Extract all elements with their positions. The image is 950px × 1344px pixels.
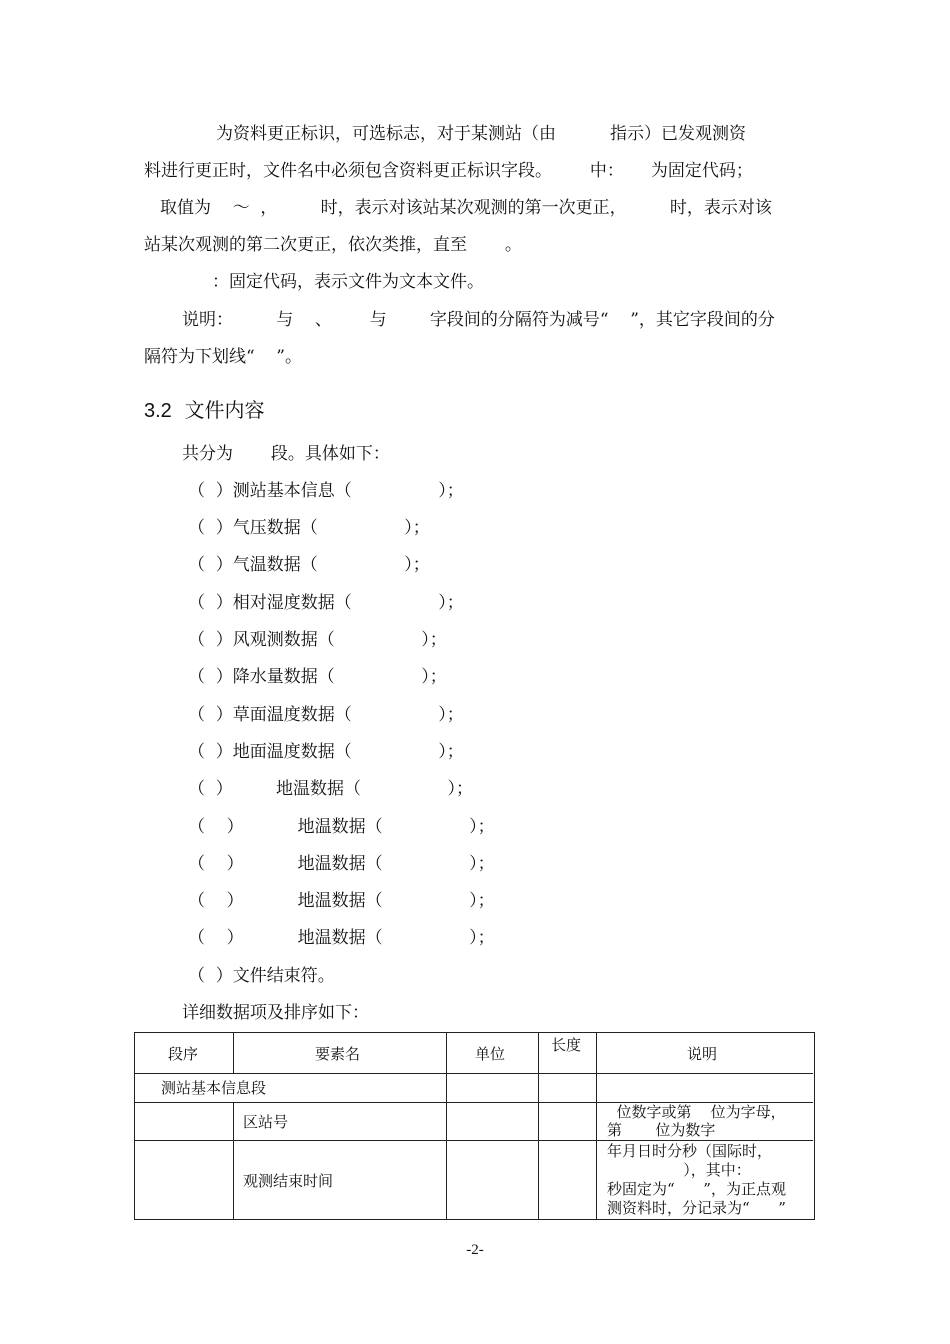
table-cell-element: 区站号: [243, 1113, 289, 1131]
table-rule: [233, 1033, 234, 1073]
segment-item: （ ）文件结束符。: [188, 966, 335, 986]
table-cell-desc: 第 位为数字: [607, 1121, 716, 1139]
section-title: 文件内容: [184, 398, 265, 422]
table-rule: [135, 1140, 813, 1141]
intro-line-2: 料进行更正时，文件名中必须包含资料更正标识字段。 中： 为固定代码；: [144, 161, 753, 181]
section-heading: [144, 394, 265, 423]
table-cell-element: 观测结束时间: [243, 1172, 334, 1190]
table-header-cell: 段序: [168, 1045, 199, 1063]
data-items-table: [134, 1032, 815, 1220]
segment-item: （ ）草面温度数据（ ）；: [188, 705, 464, 725]
segment-item: （ ）风观测数据（ ）；: [188, 630, 447, 650]
segment-item: （ ）地面温度数据（ ）；: [188, 742, 464, 762]
table-header-cell: 要素名: [315, 1045, 361, 1063]
table-rule: [596, 1033, 597, 1219]
table-cell-desc: 年月日时分秒（国际时，: [607, 1142, 773, 1160]
intro-line-4: 站某次观测的第二次更正，依次类推，直至 。: [144, 235, 522, 255]
intro-line-1: 为资料更正标识，可选标志，对于某测站（由 指示）已发观测资: [216, 124, 747, 144]
intro-line-7: 隔符为下划线“ ”。: [144, 347, 302, 367]
segment-item: （ ）气压数据（ ）；: [188, 518, 430, 538]
table-rule: [446, 1033, 447, 1219]
intro-line-6: 说明： 与 、 与 字段间的分隔符为减号“ ”，其它字段间的分: [182, 310, 775, 330]
table-header-cell: 单位: [475, 1045, 506, 1063]
page-number: -2-: [466, 1242, 484, 1258]
section-number: 3.2: [144, 400, 172, 422]
content-intro: 共分为 段。具体如下：: [182, 444, 390, 464]
table-group-label: 测站基本信息段: [161, 1079, 267, 1097]
segment-item: （ ） 地温数据（ ）；: [188, 817, 495, 837]
table-cell-desc: 位数字或第 位为字母，: [607, 1103, 786, 1121]
segment-item: （ ） 地温数据（ ）；: [188, 779, 473, 799]
table-rule: [538, 1033, 539, 1219]
table-rule: [135, 1073, 813, 1074]
table-cell-desc: 秒固定为“ ”，为正点观: [607, 1180, 786, 1198]
intro-line-5: ：固定代码，表示文件为文本文件。: [212, 272, 484, 292]
segment-item: （ ） 地温数据（ ）；: [188, 854, 495, 874]
table-header-cell: 长度: [551, 1036, 582, 1054]
segment-item: （ ） 地温数据（ ）；: [188, 928, 495, 948]
intro-line-3: 取值为 ～ ， 时，表示对该站某次观测的第一次更正， 时，表示对该: [160, 198, 772, 218]
table-cell-desc: 测资料时，分记录为“ ”: [607, 1199, 786, 1217]
segment-item: （ ） 地温数据（ ）；: [188, 891, 495, 911]
table-rule: [233, 1102, 234, 1219]
detail-intro: 详细数据项及排序如下：: [182, 1003, 369, 1023]
table-header-cell: 说明: [687, 1045, 718, 1063]
segment-item: （ ）测站基本信息（ ）；: [188, 481, 464, 501]
segment-item: （ ）相对湿度数据（ ）；: [188, 593, 464, 613]
segment-item: （ ）气温数据（ ）；: [188, 555, 430, 575]
table-cell-desc: ），其中：: [607, 1161, 751, 1179]
segment-item: （ ）降水量数据（ ）；: [188, 667, 447, 687]
